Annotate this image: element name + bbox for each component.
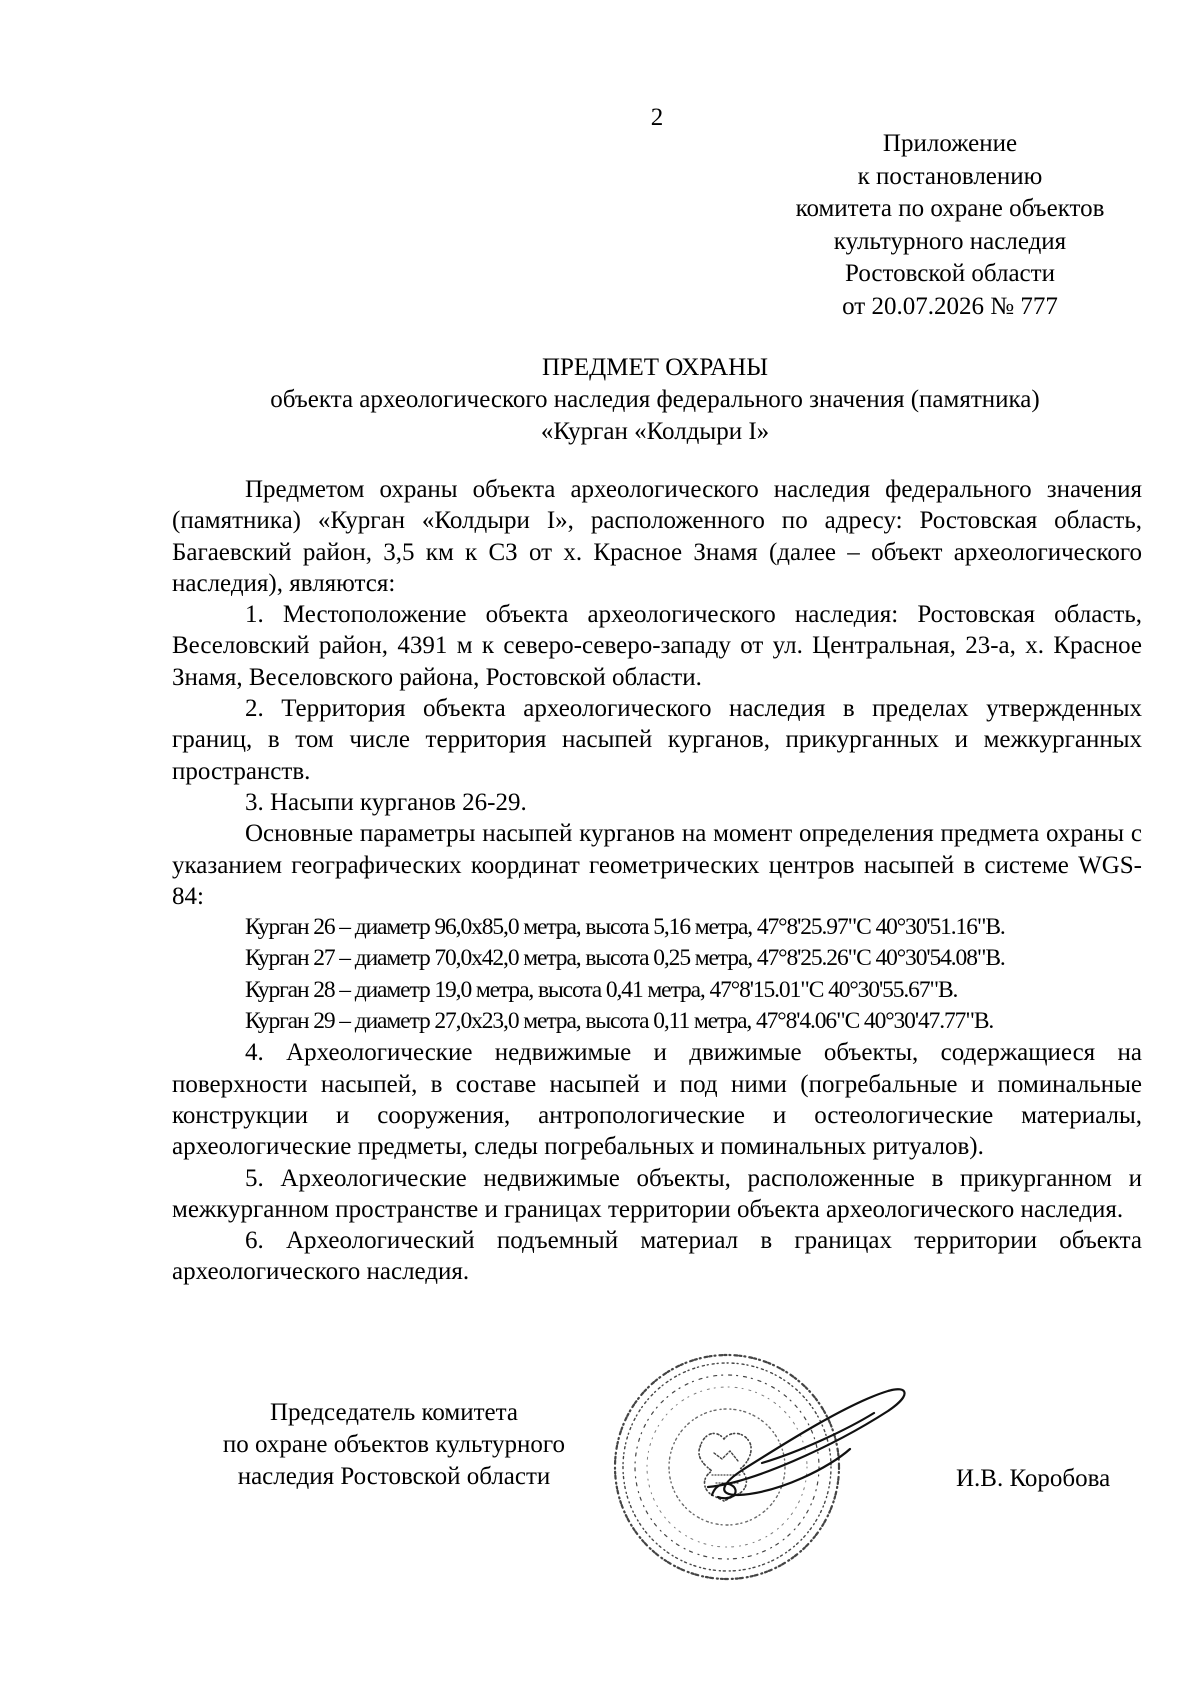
item-1-paragraph: 1. Местоположение объекта археологического наследия: Ростовская область, Веселовский район, 4391 м к северо-северо-западу от ул. Центральная, 23-а, х. Красное Знамя, Веселовского района, Ростовской области.: [172, 601, 1142, 691]
kurgan-27-line: Курган 27 – диаметр 70,0х42,0 метра, высота 0,25 метра, 47°8'25.26"С 40°30'54.08"В.: [245, 945, 1005, 972]
title-object-name: «Курган «Колдыри I»: [540, 418, 770, 445]
item-2-paragraph: 2. Территория объекта археологического наследия в пределах утвержденных границ, в том числе территория насыпей курганов, прикурганных и межкурганных пространств.: [172, 695, 1142, 785]
page-number: 2: [650, 104, 664, 131]
official-seal-with-signature: [612, 1335, 942, 1595]
signature-position-line: по охране объектов культурного: [222, 1431, 566, 1458]
signature-position-line: наследия Ростовской области: [237, 1463, 551, 1490]
parameters-paragraph: Основные параметры насыпей курганов на момент определения предмета охраны с указанием географических координат геометрических центров насыпей в системе WGS-84:: [172, 820, 1142, 910]
signer-name: И.В. Коробова: [956, 1465, 1111, 1492]
signature-position-line: Председатель комитета: [270, 1399, 518, 1426]
kurgan-29-line: Курган 29 – диаметр 27,0х23,0 метра, высота 0,11 метра, 47°8'4.06"С 40°30'47.77"В.: [245, 1008, 994, 1035]
title-subheading: объекта археологического наследия федерального значения (памятника): [270, 386, 1040, 413]
appendix-line: Ростовской области: [845, 260, 1055, 287]
appendix-line: к постановлению: [857, 162, 1043, 190]
item-4-paragraph: 4. Археологические недвижимые и движимые объекты, содержащиеся на поверхности насыпей, в составе насыпей и под ними (погребальные и поминальные конструкции и сооружения, антропологические и остеологические материалы, археологические предметы, следы погребальных и поминальных ритуалов).: [172, 1039, 1142, 1161]
document-title: [170, 352, 1140, 448]
appendix-line: комитета по охране объектов: [795, 195, 1105, 222]
appendix-date-line: от 20.07.2026 № 777: [842, 292, 1058, 320]
handwritten-signature: [708, 1389, 905, 1498]
kurgan-28-line: Курган 28 – диаметр 19,0 метра, высота 0,41 метра, 47°8'15.01"С 40°30'55.67"В.: [245, 976, 958, 1003]
document-body: [172, 474, 1142, 1288]
appendix-line: Приложение: [882, 130, 1018, 157]
appendix-block: [760, 128, 1140, 323]
item-6-paragraph: 6. Археологический подъемный материал в границах территории объекта археологического наследия.: [172, 1227, 1142, 1286]
appendix-line: культурного наследия: [833, 227, 1067, 255]
signature-position: [180, 1397, 608, 1493]
intro-paragraph: Предметом охраны объекта археологического наследия федерального значения (памятника) «Курган «Колдыри I», расположенного по адресу: Ростовская область, Багаевский район, 3,5 км к СЗ от х. Красное Знамя (далее – объект археологического наследия), являются:: [172, 476, 1142, 597]
kurgan-26-line: Курган 26 – диаметр 96,0х85,0 метра, высота 5,16 метра, 47°8'25.97"С 40°30'51.16"В.: [245, 914, 1005, 941]
item-3-paragraph: 3. Насыпи курганов 26-29.: [245, 788, 527, 816]
title-heading: ПРЕДМЕТ ОХРАНЫ: [541, 354, 769, 381]
item-5-paragraph: 5. Археологические недвижимые объекты, расположенные в прикурганном и межкурганном пространстве и границах территории объекта археологического наследия.: [172, 1164, 1142, 1223]
seal-stamp: [615, 1355, 839, 1579]
